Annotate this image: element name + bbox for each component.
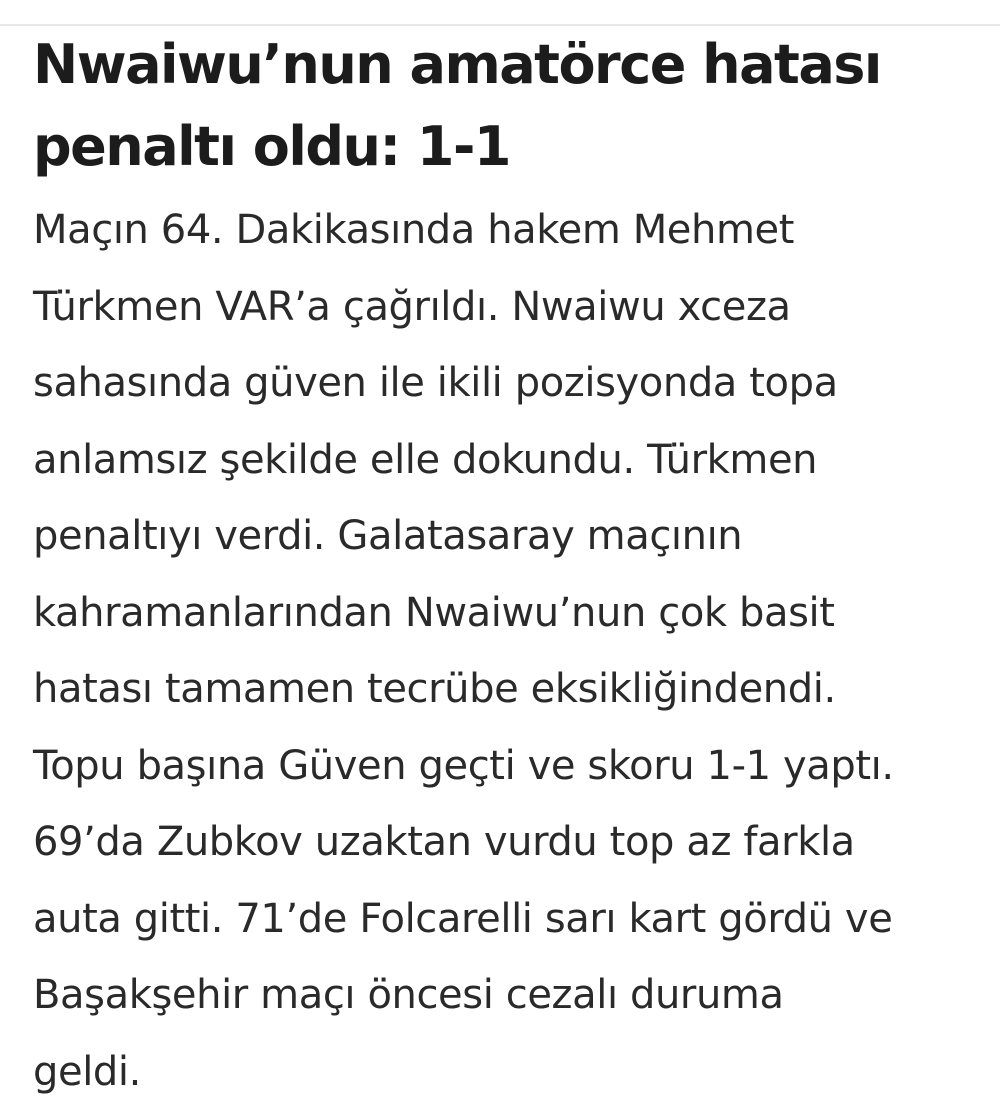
body-line: Maçın 64. Dakikasında hakem Mehmet [33,207,795,253]
body-line: anlamsız şekilde elle dokundu. Türkmen [33,436,818,483]
article-body [33,192,983,1110]
body-line: penaltıyı verdi. Galatasaray maçının [33,513,743,559]
article [33,24,983,1110]
body-line: Topu başına Güven geçti ve skoru 1-1 yaptı. [33,742,894,789]
article-headline [33,24,983,188]
body-line: Başakşehir maçı öncesi cezalı duruma [33,972,784,1018]
body-line: auta gitti. 71’de Folcarelli sarı kart gördü ve [33,895,893,942]
body-line: sahasında güven ile ikili pozisyonda topa [33,360,838,406]
headline-line: penaltı oldu: 1-1 [33,115,510,178]
body-line: 69’da Zubkov uzaktan vurdu top az farkla [33,819,855,865]
body-line: Türkmen VAR’a çağrıldı. Nwaiwu xceza [33,283,791,330]
body-line: hatası tamamen tecrübe eksikliğindendi. [33,666,836,712]
body-line: geldi. [33,1048,141,1095]
body-line: kahramanlarından Nwaiwu’nun çok basit [33,589,835,636]
headline-line: Nwaiwu’nun amatörce hatası [33,33,881,96]
